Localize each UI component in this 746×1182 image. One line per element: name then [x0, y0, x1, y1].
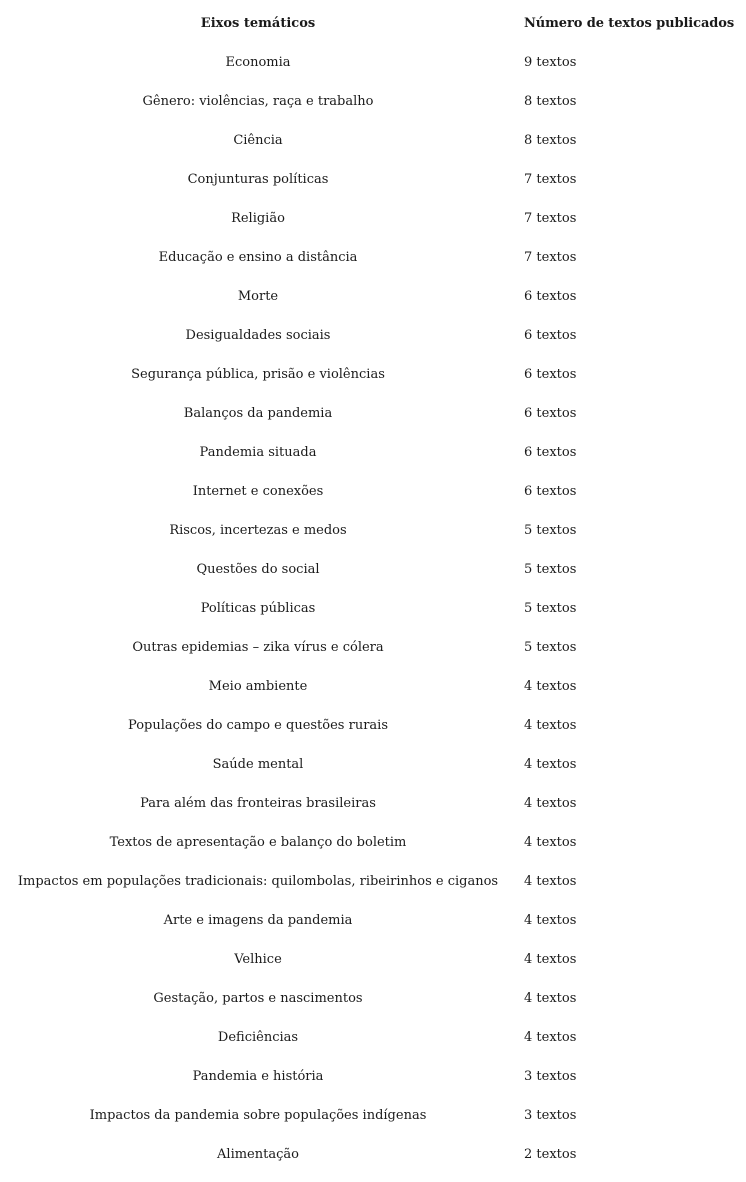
count-cell: 4 textos: [524, 1030, 577, 1045]
count-cell: 3 textos: [524, 1108, 577, 1123]
table-row: [0, 753, 746, 792]
count-cell: 5 textos: [524, 523, 577, 538]
theme-cell: Internet e conexões: [192, 484, 324, 499]
theme-cell: Textos de apresentação e balanço do boletim: [109, 835, 407, 850]
theme-cell: Velhice: [234, 952, 282, 967]
header-count: Número de textos publicados: [524, 16, 735, 31]
table-row: [0, 168, 746, 207]
theme-cell: Arte e imagens da pandemia: [163, 913, 353, 928]
table-row: [0, 480, 746, 519]
table-row: [0, 90, 746, 129]
count-cell: 5 textos: [524, 562, 577, 577]
theme-cell: Ciência: [233, 133, 283, 148]
theme-cell: Outras epidemias – zika vírus e cólera: [132, 640, 384, 655]
table-row: [0, 1065, 746, 1104]
table-row: [0, 792, 746, 831]
theme-cell: Gênero: violências, raça e trabalho: [142, 94, 374, 109]
count-cell: 7 textos: [524, 211, 577, 226]
table-header-row: [0, 12, 746, 36]
count-cell: 4 textos: [524, 991, 577, 1006]
theme-cell: Religião: [231, 211, 285, 226]
count-cell: 9 textos: [524, 55, 577, 70]
count-cell: 8 textos: [524, 133, 577, 148]
count-cell: 7 textos: [524, 172, 577, 187]
count-cell: 2 textos: [524, 1147, 577, 1162]
theme-cell: Impactos da pandemia sobre populações indígenas: [89, 1108, 427, 1123]
theme-cell: Morte: [237, 289, 279, 304]
count-cell: 8 textos: [524, 94, 577, 109]
theme-cell: Pandemia e história: [192, 1069, 324, 1084]
count-cell: 6 textos: [524, 406, 577, 421]
theme-cell: Gestação, partos e nascimentos: [153, 991, 363, 1006]
table-row: [0, 714, 746, 753]
table-row: [0, 948, 746, 987]
count-cell: 4 textos: [524, 718, 577, 733]
table-row: [0, 909, 746, 948]
table-row: [0, 831, 746, 870]
table-row: [0, 1104, 746, 1143]
table-row: [0, 363, 746, 402]
theme-cell: Riscos, incertezas e medos: [169, 523, 347, 538]
theme-cell: Meio ambiente: [208, 679, 308, 694]
table-row: [0, 207, 746, 246]
theme-cell: Segurança pública, prisão e violências: [131, 367, 385, 382]
theme-cell: Para além das fronteiras brasileiras: [140, 796, 376, 811]
count-cell: 4 textos: [524, 757, 577, 772]
count-cell: 4 textos: [524, 874, 577, 889]
table-row: [0, 246, 746, 285]
theme-cell: Populações do campo e questões rurais: [128, 718, 388, 733]
table-row: [0, 1143, 746, 1182]
theme-cell: Políticas públicas: [200, 601, 316, 616]
count-cell: 6 textos: [524, 289, 577, 304]
theme-cell: Educação e ensino a distância: [158, 250, 358, 265]
count-cell: 6 textos: [524, 367, 577, 382]
table-row: [0, 441, 746, 480]
theme-cell: Balanços da pandemia: [183, 406, 333, 421]
table-row: [0, 987, 746, 1026]
table-row: [0, 870, 746, 909]
count-cell: 4 textos: [524, 679, 577, 694]
table-body: [0, 51, 746, 1182]
table-row: [0, 597, 746, 636]
count-cell: 4 textos: [524, 952, 577, 967]
table-row: [0, 1026, 746, 1065]
count-cell: 6 textos: [524, 328, 577, 343]
theme-cell: Alimentação: [217, 1147, 299, 1162]
table-row: [0, 51, 746, 90]
count-cell: 6 textos: [524, 445, 577, 460]
count-cell: 5 textos: [524, 601, 577, 616]
theme-cell: Economia: [225, 55, 291, 70]
theme-cell: Saúde mental: [212, 757, 304, 772]
theme-cell: Pandemia situada: [199, 445, 317, 460]
table-row: [0, 285, 746, 324]
count-cell: 4 textos: [524, 796, 577, 811]
count-cell: 6 textos: [524, 484, 577, 499]
count-cell: 7 textos: [524, 250, 577, 265]
count-cell: 4 textos: [524, 913, 577, 928]
theme-cell: Questões do social: [196, 562, 320, 577]
count-cell: 3 textos: [524, 1069, 577, 1084]
table-row: [0, 558, 746, 597]
theme-cell: Impactos em populações tradicionais: quilombolas, ribeirinhos e ciganos: [17, 874, 499, 889]
table-row: [0, 129, 746, 168]
count-cell: 5 textos: [524, 640, 577, 655]
theme-cell: Deficiências: [217, 1030, 299, 1045]
table-row: [0, 324, 746, 363]
theme-cell: Conjunturas políticas: [187, 172, 329, 187]
header-themes: Eixos temáticos: [200, 16, 316, 31]
table-row: [0, 402, 746, 441]
table-row: [0, 636, 746, 675]
count-cell: 4 textos: [524, 835, 577, 850]
theme-cell: Desigualdades sociais: [185, 328, 331, 343]
table-row: [0, 519, 746, 558]
table-row: [0, 675, 746, 714]
